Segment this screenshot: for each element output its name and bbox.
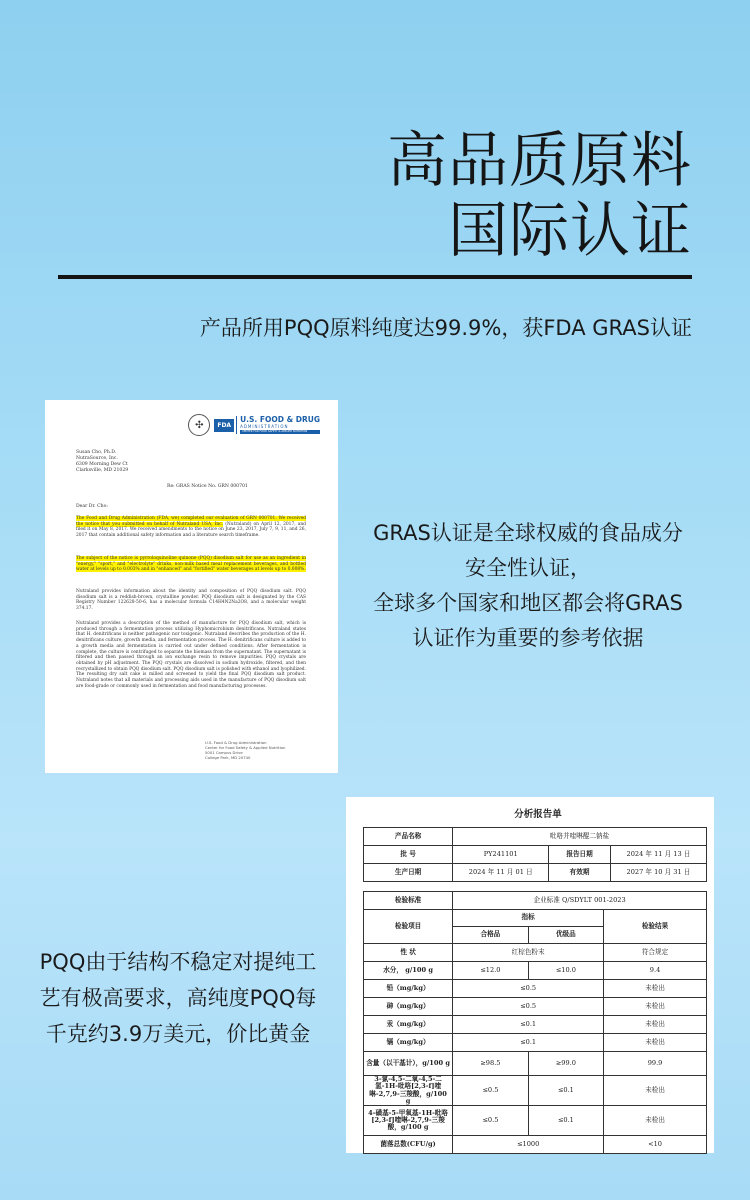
address-line: 6309 Morning Dew Ct xyxy=(76,462,128,468)
result-value: <10 xyxy=(604,1136,707,1154)
report-date-value: 2024 年 11 月 13 日 xyxy=(610,846,706,864)
production-date-value: 2024 年 11 月 01 日 xyxy=(453,864,549,882)
highlighted-text: The Food and Drug Administration (FDA, we) completed our evaluation of GRN 000701. We received the notice that you submitted on behalf of Nutraland USA, Inc. xyxy=(76,516,306,527)
result-value: 9.4 xyxy=(604,962,707,980)
test-item: 3-氯-4,5-二氧-4,5-二氢-1H-吡咯[2,3-f]喹啉-2,7,9-三羧酸，g/100 g xyxy=(364,1076,453,1106)
batch-value: PY241101 xyxy=(453,846,549,864)
production-date-label: 生产日期 xyxy=(364,864,453,882)
fda-letterhead xyxy=(188,414,320,436)
table-row xyxy=(364,1016,707,1034)
pqq-description xyxy=(13,944,343,1052)
test-item: 含量（以干基计），g/100 g xyxy=(364,1052,453,1076)
product-name-label: 产品名称 xyxy=(364,828,453,846)
report-info-table xyxy=(363,827,707,882)
headline-line-1: 高品质原料 xyxy=(387,126,692,196)
result-value: 未检出 xyxy=(604,1034,707,1052)
result-value: 未检出 xyxy=(604,1106,707,1136)
index-value: ≤0.5 xyxy=(453,980,604,998)
result-header: 检验结果 xyxy=(604,910,707,944)
report-results-table xyxy=(363,891,707,1154)
report-title: 分析报告单 xyxy=(514,809,562,820)
pqq-text-line: PQQ由于结构不稳定对提纯工 xyxy=(39,950,317,974)
index-value: ≤0.1 xyxy=(453,1034,604,1052)
test-item: 水分， g/100 g xyxy=(364,962,453,980)
footer-line: U.S. Food & Drug Administration xyxy=(205,740,267,745)
fda-logo-line3: CENTER FOR FOOD SAFETY & APPLIED NUTRITION xyxy=(240,430,320,434)
recipient-address xyxy=(76,450,128,474)
header-divider xyxy=(58,275,692,279)
letter-footer xyxy=(205,740,285,760)
paragraph-text: (Nutraland) on April 12, 2017, and filed it on May 8, 2017. We received amendments to the notice on June 23, 2017, July 7, 9, 11, and 26, 2017 that contain additional safety information and a literature search timeframe. xyxy=(76,521,306,539)
premium-value: ≤0.1 xyxy=(528,1076,603,1106)
fda-logo-icon: FDA xyxy=(214,419,234,432)
index-value: 红棕色粉末 xyxy=(453,944,604,962)
result-value: 未检出 xyxy=(604,980,707,998)
letter-paragraph-1 xyxy=(76,516,306,539)
result-value: 未检出 xyxy=(604,1016,707,1034)
gras-text-line: GRAS认证是全球权威的食品成分 xyxy=(373,521,683,545)
table-row xyxy=(364,980,707,998)
table-row xyxy=(364,962,707,980)
headline-line-2: 国际认证 xyxy=(448,196,692,266)
table-row xyxy=(364,1076,707,1106)
premium-value: ≤0.1 xyxy=(528,1106,603,1136)
salutation: Dear Dr. Cho: xyxy=(76,504,108,509)
index-value: ≤0.1 xyxy=(453,1016,604,1034)
standard-label: 检验标准 xyxy=(364,892,453,910)
standard-value: 企业标准 Q/SDYLT 001-2023 xyxy=(453,892,707,910)
index-value: ≤1000 xyxy=(453,1136,604,1154)
qualified-value: ≥98.5 xyxy=(453,1052,528,1076)
premium-value: ≥99.0 xyxy=(528,1052,603,1076)
report-date-label: 报告日期 xyxy=(549,846,611,864)
table-row xyxy=(364,1136,707,1154)
result-value: 未检出 xyxy=(604,998,707,1016)
expiry-label: 有效期 xyxy=(549,864,611,882)
pqq-text-line: 艺有极高要求，高纯度PQQ每 xyxy=(39,986,317,1010)
letter-paragraph-4: Nutraland provides a description of the method of manufacture for PQQ disodium salt, which is produced through a fermentation process utilizing Hyphomicrobium denitrificans. Nutraland states that H. denitrificans is neither pathogenic nor toxigenic. Nutraland describes the production of the H. denitrificans culture, growth media, and fermentation process. The H. denitrificans culture is added to a growth media and fermentation is carried out under defined conditions. After fermentation is complete, the culture is centrifuged to separate the biomass from the supernatant. The supernatant is filtered and then passed through an ion exchange resin to remove impurities. PQQ crystals are obtained by pH adjustment. The PQQ crystals are dissolved in sodium hydroxide, filtered, and then recrystallized to obtain PQQ disodium salt. PQQ disodium salt is polished with ethanol and lyophilized. The resulting dry salt cake is milled and screened to yield the final PQQ disodium salt product. Nutraland notes that all materials and processing aids used in the manufacture of PQQ disodium salt are food-grade or commonly used in fermentation and food manufacturing processes. xyxy=(76,621,306,689)
test-item: 铅（mg/kg） xyxy=(364,980,453,998)
letter-paragraph-2 xyxy=(76,556,306,573)
index-value: ≤0.5 xyxy=(453,998,604,1016)
result-value: 未检出 xyxy=(604,1076,707,1106)
table-row xyxy=(364,1052,707,1076)
address-line: Clarksville, MD 21029 xyxy=(76,468,129,474)
fda-logo-line2: ADMINISTRATION xyxy=(240,424,289,429)
gras-text-line: 安全性认证， xyxy=(465,556,591,580)
footer-line: College Park, MD 20740 xyxy=(205,755,251,760)
table-row xyxy=(364,1106,707,1136)
gras-text-line: 全球多个国家和地区都会将GRAS xyxy=(373,591,683,615)
index-header: 指标 xyxy=(453,910,604,927)
product-name-value: 吡咯并喹啉醌二钠盐 xyxy=(453,828,707,846)
table-row xyxy=(364,1034,707,1052)
fda-logo-line1: U.S. FOOD & DRUG xyxy=(240,415,320,424)
re-line: Re: GRAS Notice No. GRN 000701 xyxy=(167,484,248,489)
hhs-seal-icon: ✣ xyxy=(188,414,210,436)
test-item: 菌落总数(CFU/g) xyxy=(364,1136,453,1154)
premium-header: 优级品 xyxy=(528,927,603,944)
highlighted-text: The subject of the notice is pyrroloquinoline quinone (PQQ) disodium salt for use as an ingredient in "energy," "sport," and "electrolyte" drinks, non-milk based meal replacement beverages, and bottled water at levels up to 0.003% and in "enhanced" and "fortified" water beverages at levels up to 0.008%. xyxy=(76,556,306,573)
qualified-value: ≤12.0 xyxy=(453,962,528,980)
item-header: 检验项目 xyxy=(364,910,453,944)
gras-description xyxy=(345,516,711,656)
test-item: 汞（mg/kg） xyxy=(364,1016,453,1034)
analysis-report xyxy=(346,797,714,1153)
footer-line: 5001 Campus Drive xyxy=(205,750,243,755)
subtitle: 产品所用PQQ原料纯度达99.9%，获FDA GRAS认证 xyxy=(199,316,692,340)
table-row xyxy=(364,998,707,1016)
result-value: 符合规定 xyxy=(604,944,707,962)
footer-line: Center for Food Safety & Applied Nutrition xyxy=(205,745,286,750)
gras-text-line: 认证作为重要的参考依据 xyxy=(412,626,644,650)
address-line: NutraSource, Inc. xyxy=(76,456,118,462)
table-row xyxy=(364,944,707,962)
premium-value: ≤10.0 xyxy=(528,962,603,980)
test-item: 砷（mg/kg） xyxy=(364,998,453,1016)
address-line: Susan Cho, Ph.D. xyxy=(76,450,117,455)
test-item: 性 状 xyxy=(364,944,453,962)
pqq-text-line: 千克约3.9万美元，价比黄金 xyxy=(45,1022,311,1046)
qualified-value: ≤0.5 xyxy=(453,1106,528,1136)
batch-label: 批 号 xyxy=(364,846,453,864)
test-item: 4-磺基-5-甲氧基-1H-吡咯[2,3-f]喹啉-2,7,9-三羧酸，g/100 g xyxy=(364,1106,453,1136)
expiry-value: 2027 年 10 月 31 日 xyxy=(610,864,706,882)
test-item: 镉（mg/kg） xyxy=(364,1034,453,1052)
result-value: 99.9 xyxy=(604,1052,707,1076)
letter-paragraph-3: Nutraland provides information about the identity and composition of PQQ disodium salt. PQQ disodium salt is a reddish-brown, crystalline powder. PQQ disodium salt is designated by the CAS Registry Number 122628-50-6, has a molecular formula C14H4N2Na2O8, and a molecular weight 374.17. xyxy=(76,589,306,612)
qualified-value: ≤0.5 xyxy=(453,1076,528,1106)
fda-gras-letter xyxy=(45,400,338,773)
qualified-header: 合格品 xyxy=(453,927,528,944)
